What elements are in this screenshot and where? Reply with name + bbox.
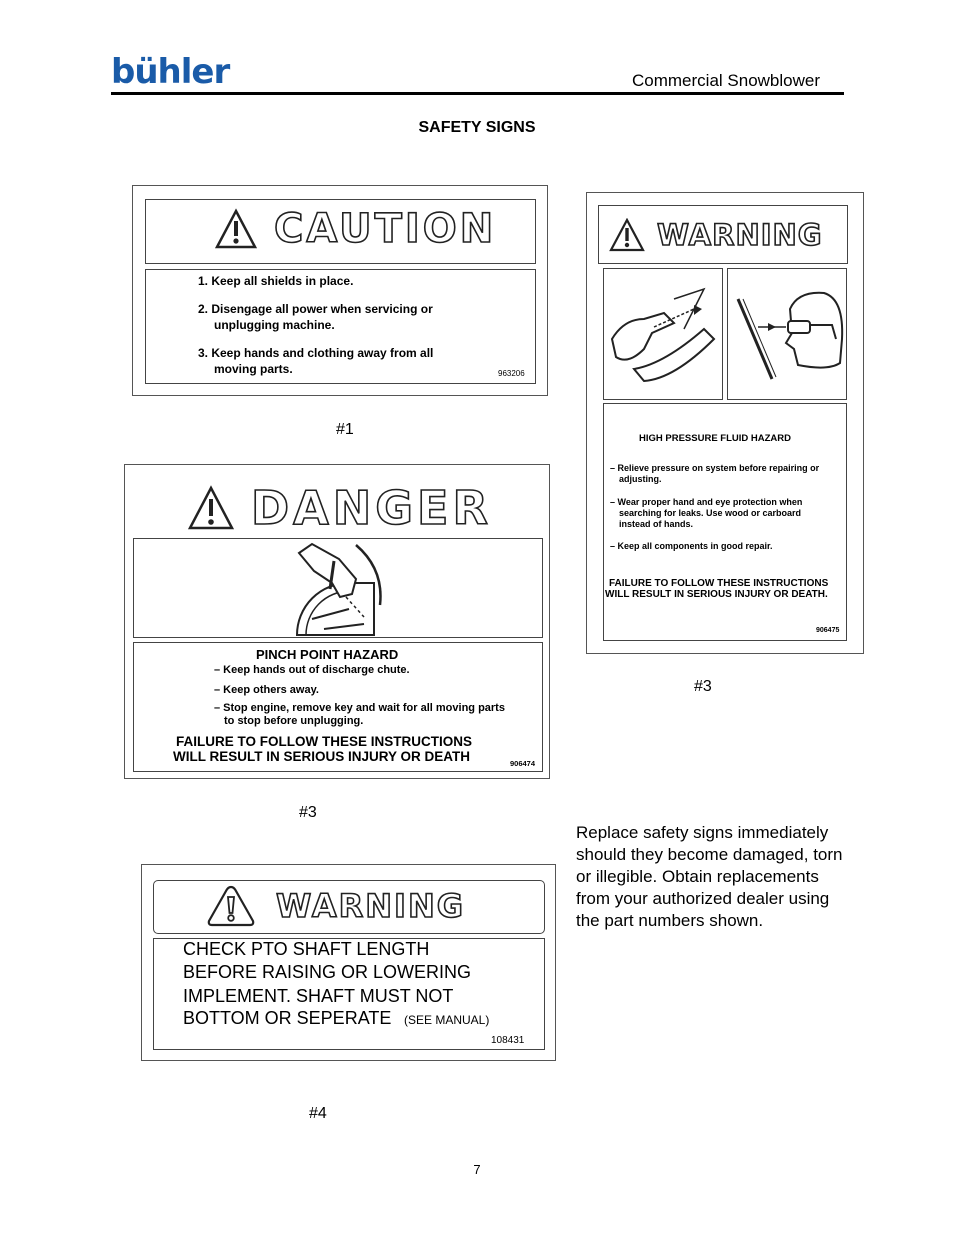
warning-triangle-icon bbox=[609, 218, 645, 252]
caution-item: moving parts. bbox=[214, 362, 293, 376]
hazard-title: HIGH PRESSURE FLUID HAZARD bbox=[639, 433, 792, 444]
warning-pto-headline: WARNING bbox=[276, 887, 465, 925]
pto-line: IMPLEMENT. SHAFT MUST NOT bbox=[183, 986, 454, 1006]
warning-pto-sign bbox=[141, 864, 556, 1061]
caution-sign bbox=[132, 185, 548, 396]
warning-pto-text-panel bbox=[153, 938, 545, 1050]
part-number: 906474 bbox=[510, 759, 536, 768]
warning-fluid-header-panel bbox=[598, 205, 848, 264]
failure-line: WILL RESULT IN SERIOUS INJURY OR DEATH bbox=[173, 749, 471, 764]
danger-text-panel bbox=[133, 642, 543, 772]
caution-text-panel bbox=[145, 269, 536, 384]
part-number: 906475 bbox=[816, 627, 840, 634]
danger-item: – Stop engine, remove key and wait for all moving parts bbox=[214, 702, 505, 714]
warning-fluid-sign bbox=[586, 192, 864, 654]
buhler-logo: bühler bbox=[111, 52, 230, 92]
pto-line: BOTTOM OR SEPERATE bbox=[183, 1008, 392, 1028]
warning-fluid-illustration-left bbox=[603, 268, 723, 400]
warning-fluid-item: instead of hands. bbox=[619, 519, 694, 529]
caption-danger: #3 bbox=[299, 804, 317, 821]
face-shield-icon bbox=[728, 269, 848, 401]
danger-illustration-panel bbox=[133, 538, 543, 638]
danger-item: – Keep others away. bbox=[214, 684, 319, 696]
warning-fluid-item: – Relieve pressure on system before repairing or bbox=[610, 463, 820, 473]
warning-pto-header-panel bbox=[153, 880, 545, 934]
warning-fluid-headline: WARNING bbox=[657, 218, 823, 252]
pto-line: CHECK PTO SHAFT LENGTH bbox=[183, 939, 430, 959]
warning-fluid-item: adjusting. bbox=[619, 474, 662, 484]
warning-triangle-icon bbox=[187, 485, 235, 531]
pto-line: BEFORE RAISING OR LOWERING bbox=[183, 962, 472, 982]
failure-line: FAILURE TO FOLLOW THESE INSTRUCTIONS bbox=[609, 578, 829, 589]
danger-item: to stop before unplugging. bbox=[224, 715, 364, 727]
caution-headline: CAUTION bbox=[274, 206, 497, 252]
caution-item: 1. Keep all shields in place. bbox=[198, 274, 354, 288]
warning-fluid-item: – Wear proper hand and eye protection when bbox=[610, 497, 803, 507]
replacement-instructions: Replace safety signs immediately should they become damaged, torn or illegible. Obtain replacements from your authorized dealer using the part numbers shown. bbox=[576, 823, 843, 930]
caption-4: #4 bbox=[309, 1105, 327, 1122]
caution-header-panel bbox=[145, 199, 536, 264]
warning-fluid-illustration-right bbox=[727, 268, 847, 400]
warning-fluid-item: – Keep all components in good repair. bbox=[610, 541, 773, 551]
hand-fluid-injection-icon bbox=[604, 269, 724, 401]
page-number: 7 bbox=[473, 1162, 481, 1177]
pinch-point-illustration-icon bbox=[134, 539, 544, 639]
danger-sign bbox=[124, 464, 550, 779]
warning-fluid-text-panel bbox=[603, 403, 847, 641]
see-manual-note: (SEE MANUAL) bbox=[404, 1013, 490, 1027]
warning-fluid-item: searching for leaks. Use wood or carboard bbox=[619, 508, 802, 518]
warning-triangle-icon bbox=[214, 208, 258, 250]
danger-item: – Keep hands out of discharge chute. bbox=[214, 664, 410, 676]
caution-item: 3. Keep hands and clothing away from all bbox=[198, 346, 434, 360]
header-rule bbox=[111, 92, 844, 95]
failure-line: FAILURE TO FOLLOW THESE INSTRUCTIONS bbox=[176, 734, 472, 749]
caption-1: #1 bbox=[336, 421, 354, 438]
part-number: 108431 bbox=[491, 1035, 525, 1046]
document-title: Commercial Snowblower bbox=[632, 71, 821, 90]
caution-item: 2. Disengage all power when servicing or bbox=[198, 302, 433, 316]
caution-item: unplugging machine. bbox=[214, 318, 335, 332]
hazard-title: PINCH POINT HAZARD bbox=[256, 647, 399, 662]
part-number: 963206 bbox=[498, 369, 525, 378]
failure-line: WILL RESULT IN SERIOUS INJURY OR DEATH. bbox=[605, 589, 828, 600]
caption-3: #3 bbox=[694, 678, 712, 695]
section-title: SAFETY SIGNS bbox=[418, 119, 536, 136]
danger-headline: DANGER bbox=[251, 481, 492, 535]
warning-triangle-icon bbox=[206, 884, 256, 928]
